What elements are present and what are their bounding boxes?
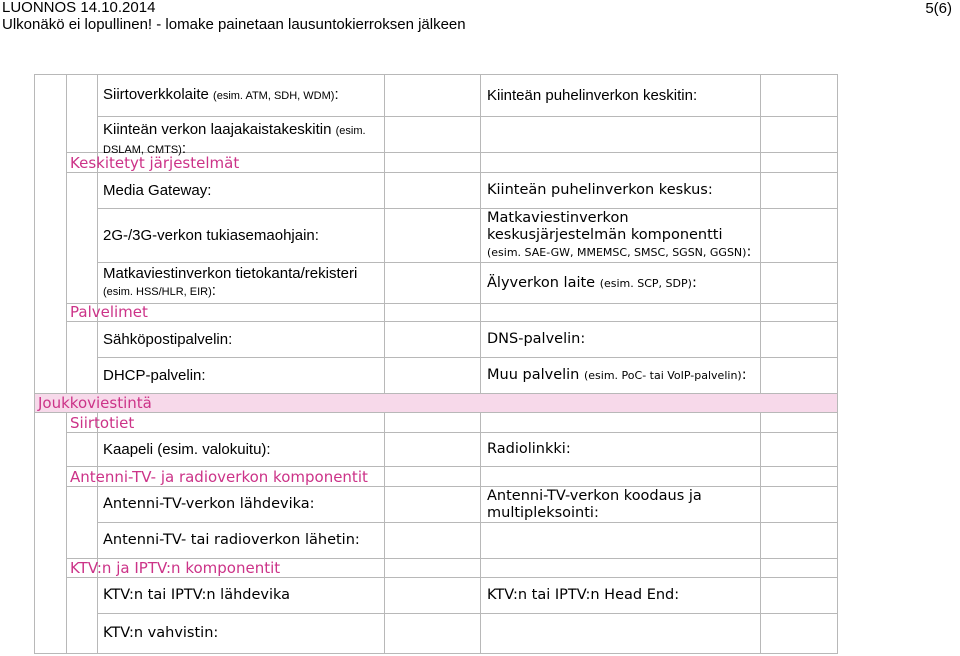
section-joukkoviestinta: Joukkoviestintä bbox=[38, 394, 152, 412]
field-sahkopostipalvelin: Sähköpostipalvelin: bbox=[103, 331, 233, 348]
field-puhelin-keskitin: Kiinteän puhelinverkon keskitin: bbox=[487, 87, 698, 104]
field-laajakaistakeskitin: Kiinteän verkon laajakaistakeskitin (esim. DSLAM, CMTS): bbox=[103, 121, 366, 157]
field-matkaviestin-komponentti: Matkaviestinverkon keskusjärjestelmän komponentti (esim. SAE-GW, MMEMSC, SMSC, SGSN, GGSN): bbox=[487, 210, 752, 260]
field-tietokanta-rekisteri: Matkaviestinverkon tietokanta/rekisteri (esim. HSS/HLR, EIR): bbox=[103, 265, 358, 299]
grid-line bbox=[34, 74, 35, 654]
section-siirtotiet: Siirtotiet bbox=[70, 413, 135, 432]
grid-line bbox=[837, 74, 838, 654]
field-ktv-vahvistin: KTV:n vahvistin: bbox=[103, 625, 219, 641]
field-antenni-lahetin: Antenni-TV- tai radioverkon lähetin: bbox=[103, 532, 360, 548]
grid-line bbox=[760, 74, 761, 654]
field-muu-palvelin: Muu palvelin (esim. PoC- tai VoIP-palvelin): bbox=[487, 367, 747, 383]
section-highlight bbox=[35, 394, 837, 412]
section-keskitetyt-jarjestelmat: Keskitetyt järjestelmät bbox=[70, 153, 240, 172]
draft-notice: LUONNOS 14.10.2014 bbox=[2, 0, 156, 16]
field-ktv-lahdevika: KTV:n tai IPTV:n lähdevika bbox=[103, 587, 291, 603]
page-number: 5(6) bbox=[925, 0, 952, 17]
field-antenni-koodaus: Antenni-TV-verkon koodaus ja multipleksointi: bbox=[487, 487, 702, 521]
field-tukiasemaohjain: 2G-/3G-verkon tukiasemaohjain: bbox=[103, 227, 319, 244]
section-antenni-tv-komponentit: Antenni-TV- ja radioverkon komponentit bbox=[70, 467, 368, 486]
field-alyverkon-laite: Älyverkon laite (esim. SCP, SDP): bbox=[487, 274, 697, 291]
section-ktv-iptv-komponentit: KTV:n ja IPTV:n komponentit bbox=[70, 559, 281, 577]
grid-line bbox=[66, 74, 67, 654]
section-palvelimet: Palvelimet bbox=[70, 303, 148, 321]
field-antenni-lahdevika: Antenni-TV-verkon lähdevika: bbox=[103, 496, 315, 512]
field-kaapeli: Kaapeli (esim. valokuitu): bbox=[103, 441, 271, 458]
grid-line bbox=[480, 74, 481, 654]
field-dhcp-palvelin: DHCP-palvelin: bbox=[103, 367, 206, 384]
field-ktv-headend: KTV:n tai IPTV:n Head End: bbox=[487, 587, 680, 603]
field-siirtoverkkolaite: Siirtoverkkolaite (esim. ATM, SDH, WDM): bbox=[103, 86, 339, 103]
field-radiolinkki: Radiolinkki: bbox=[487, 441, 571, 457]
field-puhelin-keskus: Kiinteän puhelinverkon keskus: bbox=[487, 182, 713, 198]
layout-disclaimer: Ulkonäkö ei lopullinen! - lomake painetaan lausuntokierroksen jälkeen bbox=[2, 16, 466, 33]
field-media-gateway: Media Gateway: bbox=[103, 182, 212, 199]
field-dns-palvelin: DNS-palvelin: bbox=[487, 331, 586, 347]
grid-line bbox=[384, 74, 385, 654]
